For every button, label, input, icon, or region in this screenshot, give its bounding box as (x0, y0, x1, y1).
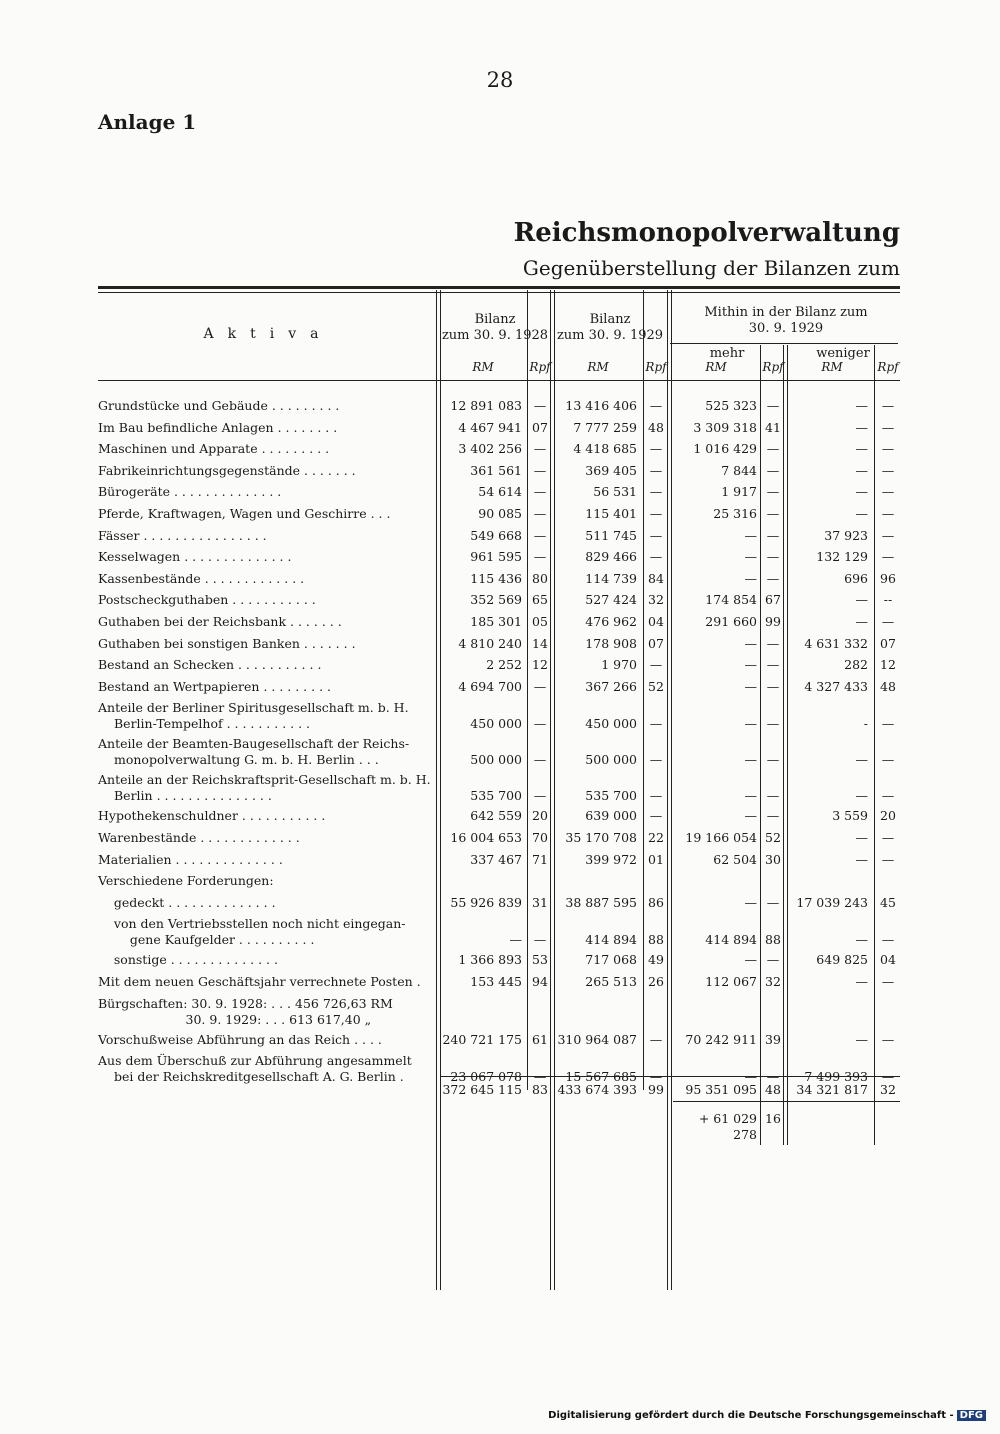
pf-1928: 94 (532, 974, 548, 989)
pf-1928: 65 (532, 592, 548, 608)
row-label: Pferde, Kraftwagen, Wagen und Geschirre . . . (98, 506, 391, 521)
footer-credit: Digitalisierung gefördert durch die Deutsche Forschungsgemeinschaft - DFG (548, 1410, 986, 1421)
pf-1929: — (649, 549, 663, 565)
pf-1928: — (533, 441, 547, 457)
pf-1929: 26 (648, 974, 664, 989)
pf-weniger: — (881, 549, 895, 565)
document-subtitle: Gegenüberstellung der Bilanzen zum (522, 256, 900, 280)
pf-mehr: 32 (765, 974, 781, 989)
value-weniger: 649 825 (816, 952, 868, 968)
pf-1929: — (649, 484, 663, 500)
unit-rm: RM (472, 360, 494, 374)
value-1928: 240 721 175 (442, 1031, 522, 1047)
total-1929: 433 674 393 (557, 1082, 637, 1097)
value-mehr: 3 309 318 (693, 419, 757, 435)
value-1929: 476 962 (585, 614, 637, 629)
value-weniger: — (855, 830, 868, 845)
value-1928: 549 668 (470, 527, 522, 543)
annex-label: Anlage 1 (98, 110, 197, 134)
pf-mehr: — (766, 549, 780, 565)
value-1929: 1 970 (601, 657, 637, 673)
row-label: Grundstücke und Gebäude . . . . . . . . . (98, 398, 340, 413)
pf-1929: 04 (648, 614, 664, 629)
value-1928: 1 366 893 (458, 952, 522, 968)
value-mehr: 7 844 (721, 462, 757, 478)
pf-weniger: — (881, 752, 895, 768)
pf-weniger: — (881, 1031, 895, 1047)
unit-rpf: Rpf (529, 360, 551, 374)
pf-1929: — (649, 398, 663, 413)
value-mehr: — (744, 570, 757, 586)
pf-1929: — (649, 1031, 663, 1047)
value-1929: 56 531 (593, 484, 637, 500)
pf-1929: 01 (648, 851, 664, 867)
pf-mehr: 99 (765, 614, 781, 629)
mithin-header: Mithin in der Bilanz zum 30. 9. 1929 (704, 305, 868, 336)
pf-1928: — (533, 1069, 547, 1085)
value-1929: 500 000 (585, 752, 637, 768)
value-mehr: 62 504 (713, 851, 757, 867)
pf-1929: — (649, 657, 663, 673)
pf-1928: 14 (532, 635, 548, 651)
pf-mehr: 41 (765, 419, 781, 435)
value-mehr: — (744, 549, 757, 565)
value-1929: 114 739 (585, 570, 637, 586)
value-mehr: — (744, 657, 757, 673)
pf-1929: — (649, 462, 663, 478)
value-weniger: — (855, 974, 868, 989)
pf-weniger: 07 (880, 635, 896, 651)
value-weniger: 4 631 332 (804, 635, 868, 651)
row-label: Anteile der Berliner Spiritusgesellschaft m. b. H. Berlin-Tempelhof . . . . . . . . . . . (98, 700, 409, 732)
pf-1929: 48 (648, 419, 664, 435)
pf-1928: — (533, 716, 547, 732)
value-1928: 3 402 256 (458, 441, 522, 457)
value-weniger: — (855, 614, 868, 629)
value-weniger: — (855, 1031, 868, 1047)
pf-weniger: 20 (880, 808, 896, 824)
value-mehr: — (744, 527, 757, 543)
pf-1928: 61 (532, 1031, 548, 1047)
row-label: Bestand an Schecken . . . . . . . . . . . (98, 657, 322, 673)
pf-1929: — (649, 1069, 663, 1085)
value-1929: 35 170 708 (565, 830, 637, 845)
value-1929: 369 405 (585, 462, 637, 478)
pf-mehr: — (766, 635, 780, 651)
value-1929: 829 466 (585, 549, 637, 565)
value-1929: 367 266 (585, 678, 637, 694)
value-weniger: — (855, 398, 868, 413)
pf-weniger: 96 (880, 570, 896, 586)
pf-1928: 05 (532, 614, 548, 629)
row-label: Verschiedene Forderungen: (98, 873, 274, 889)
pf-1929: 07 (648, 635, 664, 651)
value-mehr: 25 316 (713, 506, 757, 521)
column-divider (667, 290, 672, 1290)
value-mehr: — (744, 808, 757, 824)
pf-1929: — (649, 788, 663, 804)
unit-rm: RM (705, 360, 727, 374)
value-weniger: — (855, 851, 868, 867)
row-label: Kassenbestände . . . . . . . . . . . . . (98, 570, 305, 586)
value-weniger: — (855, 506, 868, 521)
value-1929: 15 567 685 (565, 1069, 637, 1085)
pf-1928: 20 (532, 808, 548, 824)
document-title: Reichsmonopolverwaltung (513, 218, 900, 248)
pf-1928: 53 (532, 952, 548, 968)
pf-1929: — (649, 527, 663, 543)
column-divider (527, 290, 528, 1090)
pf-1928: 70 (532, 830, 548, 845)
page-number: 28 (486, 68, 514, 92)
row-label: Hypothekenschuldner . . . . . . . . . . . (98, 808, 326, 824)
pf-mehr: — (766, 1069, 780, 1085)
pf-mehr: — (766, 752, 780, 768)
value-weniger: — (855, 592, 868, 608)
pf-mehr: — (766, 894, 780, 910)
row-label: Fabrikeinrichtungsgegenstände . . . . . . . (98, 462, 356, 478)
col-1929-header: Bilanz zum 30. 9. 1929 (556, 312, 664, 343)
column-divider (760, 345, 761, 1145)
pf-1929: — (649, 441, 663, 457)
pf-mehr: — (766, 570, 780, 586)
pf-weniger: — (881, 419, 895, 435)
difference-rule (673, 1101, 900, 1102)
row-label: Im Bau befindliche Anlagen . . . . . . . . (98, 419, 338, 435)
row-label: Maschinen und Apparate . . . . . . . . . (98, 441, 330, 457)
pf-mehr: — (766, 716, 780, 732)
value-1928: 361 561 (470, 462, 522, 478)
value-1928: 450 000 (470, 716, 522, 732)
pf-1928: 31 (532, 894, 548, 910)
pf-1928: — (533, 462, 547, 478)
pf-weniger: — (881, 830, 895, 845)
col-1928-header: Bilanz zum 30. 9. 1928 (441, 312, 549, 343)
row-label: Guthaben bei sonstigen Banken . . . . . . . (98, 635, 356, 651)
value-mehr: 414 894 (705, 932, 757, 948)
pf-1929: 22 (648, 830, 664, 845)
column-divider (643, 290, 644, 1090)
total-weniger: 34 321 817 (796, 1082, 868, 1097)
value-1929: 639 000 (585, 808, 637, 824)
value-weniger: — (855, 441, 868, 457)
pf-mehr: — (766, 506, 780, 521)
value-weniger: 7 499 393 (804, 1069, 868, 1085)
pf-weniger: — (881, 851, 895, 867)
pf-1929: — (649, 506, 663, 521)
pf-1929: 49 (648, 952, 664, 968)
value-1929: 511 745 (585, 527, 637, 543)
pf-1928: — (533, 788, 547, 804)
pf-weniger: — (881, 398, 895, 413)
value-1929: 38 887 595 (565, 894, 637, 910)
pf-mehr: 39 (765, 1031, 781, 1047)
row-label: Anteile an der Reichskraftsprit-Gesellschaft m. b. H. Berlin . . . . . . . . . . . . . . . (98, 772, 431, 804)
total-mehr: 95 351 095 (685, 1082, 757, 1097)
value-1928: 185 301 (470, 614, 522, 629)
total-weniger-pf: 32 (880, 1082, 896, 1097)
value-1929: 450 000 (585, 716, 637, 732)
pf-mehr: 52 (765, 830, 781, 845)
pf-1929: — (649, 716, 663, 732)
pf-1929: 32 (648, 592, 664, 608)
sum-rule (440, 1076, 900, 1077)
pf-1928: — (533, 527, 547, 543)
value-mehr: 19 166 054 (685, 830, 757, 845)
pf-1928: — (533, 484, 547, 500)
row-label: Warenbestände . . . . . . . . . . . . . (98, 830, 300, 845)
pf-mehr: — (766, 657, 780, 673)
value-1929: 13 416 406 (565, 398, 637, 413)
value-1928: 115 436 (470, 570, 522, 586)
pf-mehr: 88 (765, 932, 781, 948)
value-weniger: 37 923 (824, 527, 868, 543)
value-mehr: — (744, 1069, 757, 1085)
pf-weniger: — (881, 614, 895, 629)
value-weniger: 4 327 433 (804, 678, 868, 694)
value-1928: 352 569 (470, 592, 522, 608)
pf-1928: — (533, 752, 547, 768)
unit-rpf: Rpf (762, 360, 784, 374)
pf-weniger: — (881, 974, 895, 989)
pf-1928: — (533, 398, 547, 413)
pf-mehr: — (766, 462, 780, 478)
value-1929: 414 894 (585, 932, 637, 948)
pf-weniger: — (881, 527, 895, 543)
value-1928: 23 067 078 (450, 1069, 522, 1085)
row-label: Postscheckguthaben . . . . . . . . . . . (98, 592, 316, 608)
value-mehr: — (744, 894, 757, 910)
value-weniger: 3 559 (832, 808, 868, 824)
value-1928: 337 467 (470, 851, 522, 867)
value-weniger: — (855, 484, 868, 500)
pf-weniger: — (881, 788, 895, 804)
pf-1928: — (533, 549, 547, 565)
value-weniger: 132 129 (816, 549, 868, 565)
pf-1928: — (533, 932, 547, 948)
pf-weniger: 48 (880, 678, 896, 694)
pf-mehr: — (766, 808, 780, 824)
value-1929: 527 424 (585, 592, 637, 608)
value-1928: 642 559 (470, 808, 522, 824)
pf-1928: — (533, 678, 547, 694)
value-1929: 178 908 (585, 635, 637, 651)
value-weniger: 282 (844, 657, 868, 673)
net-difference-pf: 16 (765, 1111, 781, 1126)
pf-weniger: 04 (880, 952, 896, 968)
value-1928: 535 700 (470, 788, 522, 804)
value-weniger: - (863, 716, 868, 732)
value-weniger: — (855, 788, 868, 804)
pf-1928: 07 (532, 419, 548, 435)
weniger-header: weniger (816, 346, 870, 361)
value-1929: 115 401 (585, 506, 637, 521)
pf-mehr: — (766, 678, 780, 694)
value-mehr: — (744, 788, 757, 804)
header-bottom-rule (98, 380, 900, 381)
pf-mehr: — (766, 484, 780, 500)
value-1928: 500 000 (470, 752, 522, 768)
row-label: Mit dem neuen Geschäftsjahr verrechnete Posten . (98, 974, 421, 989)
pf-weniger: — (881, 506, 895, 521)
value-1928: — (509, 932, 522, 948)
value-mehr: 525 323 (705, 398, 757, 413)
value-1929: 535 700 (585, 788, 637, 804)
row-label: gedeckt . . . . . . . . . . . . . . (98, 894, 276, 910)
pf-weniger: — (881, 462, 895, 478)
pf-1929: 52 (648, 678, 664, 694)
row-label: Aus dem Überschuß zur Abführung angesammelt bei der Reichskreditgesellschaft A. G. Berlin . (98, 1053, 412, 1085)
dfg-logo: DFG (957, 1410, 986, 1421)
value-mehr: — (744, 635, 757, 651)
pf-1928: — (533, 506, 547, 521)
row-label: Kesselwagen . . . . . . . . . . . . . . (98, 549, 292, 565)
pf-weniger: 45 (880, 894, 896, 910)
total-1928: 372 645 115 (442, 1082, 522, 1097)
value-1928: 153 445 (470, 974, 522, 989)
value-mehr: — (744, 952, 757, 968)
value-1928: 4 810 240 (458, 635, 522, 651)
total-1929-pf: 99 (648, 1082, 664, 1097)
unit-rpf: Rpf (877, 360, 899, 374)
pf-1929: 84 (648, 570, 664, 586)
pf-weniger: — (881, 716, 895, 732)
value-mehr: 1 016 429 (693, 441, 757, 457)
value-1928: 4 694 700 (458, 678, 522, 694)
value-mehr: — (744, 678, 757, 694)
value-1928: 16 004 653 (450, 830, 522, 845)
value-1928: 90 085 (478, 506, 522, 521)
total-1928-pf: 83 (532, 1082, 548, 1097)
pf-mehr: 30 (765, 851, 781, 867)
value-weniger: — (855, 462, 868, 478)
pf-mehr: 67 (765, 592, 781, 608)
value-mehr: 291 660 (705, 614, 757, 629)
pf-1929: 88 (648, 932, 664, 948)
value-weniger: 17 039 243 (796, 894, 868, 910)
value-1928: 961 595 (470, 549, 522, 565)
value-mehr: 1 917 (721, 484, 757, 500)
value-1929: 7 777 259 (573, 419, 637, 435)
value-1929: 399 972 (585, 851, 637, 867)
table-top-rule (98, 286, 900, 293)
pf-mehr: — (766, 398, 780, 413)
value-weniger: — (855, 752, 868, 768)
unit-rpf: Rpf (645, 360, 667, 374)
row-label: Fässer . . . . . . . . . . . . . . . . (98, 527, 267, 543)
unit-rm: RM (587, 360, 609, 374)
total-mehr-pf: 48 (765, 1082, 781, 1097)
value-1928: 4 467 941 (458, 419, 522, 435)
pf-weniger: 12 (880, 657, 896, 673)
column-divider (874, 345, 875, 1145)
value-mehr: 112 067 (705, 974, 757, 989)
value-weniger: — (855, 932, 868, 948)
value-1929: 717 068 (585, 952, 637, 968)
value-1928: 55 926 839 (450, 894, 522, 910)
pf-1929: — (649, 752, 663, 768)
pf-mehr: — (766, 952, 780, 968)
pf-weniger: — (881, 932, 895, 948)
row-label: von den Vertriebsstellen noch nicht eingegan- gene Kaufgelder . . . . . . . . . . (98, 916, 406, 948)
mehr-header: mehr (709, 346, 745, 361)
pf-1929: — (649, 808, 663, 824)
value-mehr: — (744, 716, 757, 732)
value-1928: 2 252 (486, 657, 522, 673)
pf-1928: 80 (532, 570, 548, 586)
pf-weniger: — (881, 441, 895, 457)
pf-weniger: — (881, 1069, 895, 1085)
pf-weniger: — (881, 484, 895, 500)
row-label: Materialien . . . . . . . . . . . . . . (98, 851, 283, 867)
pf-1928: 12 (532, 657, 548, 673)
value-weniger: 696 (844, 570, 868, 586)
row-label: Bürogeräte . . . . . . . . . . . . . . (98, 484, 282, 500)
value-mehr: 174 854 (705, 592, 757, 608)
value-weniger: — (855, 419, 868, 435)
row-label: Vorschußweise Abführung an das Reich . . . . (98, 1031, 382, 1047)
row-label: Guthaben bei der Reichsbank . . . . . . . (98, 614, 342, 629)
pf-mehr: — (766, 527, 780, 543)
unit-rm: RM (821, 360, 843, 374)
net-difference-value: + 61 029 278 (698, 1111, 757, 1142)
value-mehr: 70 242 911 (685, 1031, 757, 1047)
value-1928: 12 891 083 (450, 398, 522, 413)
mithin-subrule (670, 343, 898, 344)
value-1928: 54 614 (478, 484, 522, 500)
pf-mehr: — (766, 788, 780, 804)
pf-weniger: -- (883, 592, 893, 608)
aktiva-header: Aktiva (203, 326, 333, 342)
value-1929: 265 513 (585, 974, 637, 989)
row-label: Bestand an Wertpapieren . . . . . . . . . (98, 678, 331, 694)
row-label: Anteile der Beamten-Baugesellschaft der Reichs- monopolverwaltung G. m. b. H. Berlin . . . (98, 736, 410, 768)
pf-mehr: — (766, 441, 780, 457)
pf-1929: 86 (648, 894, 664, 910)
row-label: sonstige . . . . . . . . . . . . . . (98, 952, 278, 968)
row-label: Bürgschaften: 30. 9. 1928: . . . 456 726,63 RM 30. 9. 1929: . . . 613 617,40 „ (98, 995, 393, 1027)
value-1929: 4 418 685 (573, 441, 637, 457)
value-1929: 310 964 087 (557, 1031, 637, 1047)
value-mehr: — (744, 752, 757, 768)
pf-1928: 71 (532, 851, 548, 867)
